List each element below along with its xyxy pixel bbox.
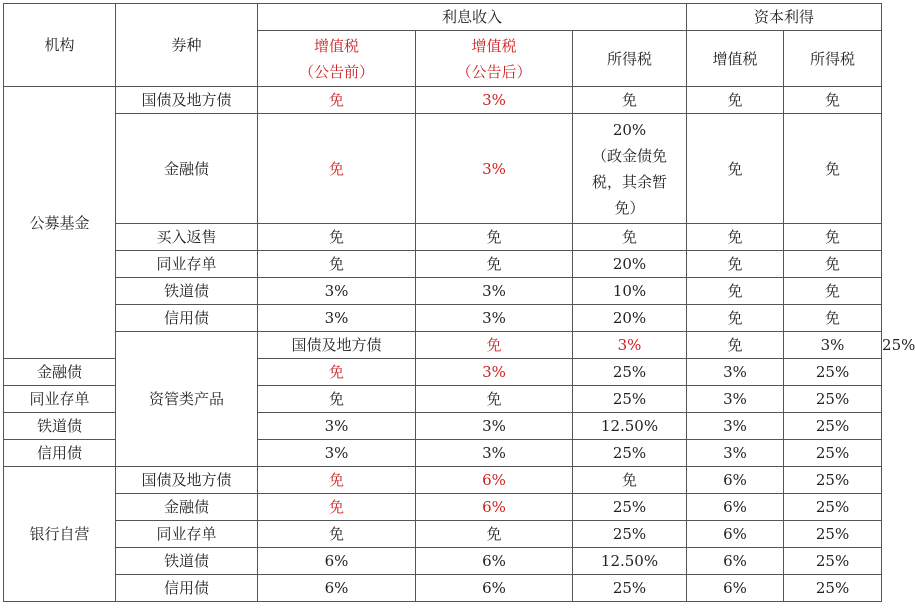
bond-type-cell: 金融债 bbox=[116, 114, 258, 224]
bond-type-cell: 同业存单 bbox=[116, 521, 258, 548]
vat-before-cell: 3% bbox=[258, 278, 416, 305]
cg-vat-cell: 3% bbox=[687, 386, 784, 413]
vat-after-cell: 3% bbox=[416, 413, 573, 440]
cg-vat-cell: 免 bbox=[687, 278, 784, 305]
vat-after-cell: 6% bbox=[416, 494, 573, 521]
cg-vat-cell: 6% bbox=[687, 548, 784, 575]
cg-income-tax-cell: 25% bbox=[784, 494, 882, 521]
cg-vat-cell: 3% bbox=[784, 332, 882, 359]
income-tax-cell: 25% bbox=[573, 521, 687, 548]
bond-type-cell: 铁道债 bbox=[4, 413, 116, 440]
cg-vat-cell: 免 bbox=[687, 251, 784, 278]
cg-income-tax-cell: 免 bbox=[784, 87, 882, 114]
institution-cell: 公募基金 bbox=[4, 87, 116, 359]
header-bond-type: 券种 bbox=[116, 4, 258, 87]
vat-after-cell: 6% bbox=[416, 575, 573, 602]
cg-income-tax-cell: 免 bbox=[784, 251, 882, 278]
header-vat-before bbox=[258, 31, 416, 87]
cg-vat-cell: 6% bbox=[687, 521, 784, 548]
bond-type-cell: 买入返售 bbox=[116, 224, 258, 251]
bond-type-cell: 同业存单 bbox=[116, 251, 258, 278]
vat-before-cell: 3% bbox=[258, 413, 416, 440]
cg-vat-cell: 6% bbox=[687, 467, 784, 494]
cg-income-tax-cell: 25% bbox=[784, 359, 882, 386]
cg-income-tax-cell: 25% bbox=[784, 440, 882, 467]
tax-table: 机构 券种 利息收入 资本利得 增值税 （公告前） 增值税 （公告后） 所得税 增值税 所得税 公募基金 国债及地方债 免 3% 免 免 免 金融债 免 3% 20% （政金债免 税，其余暂 免） 免 免 买入返售 免 免 免 免 免 同业存单 免 免 20% 免 免 铁道债 3% 3% 10% 免 免 信用债 3% 3% 20% 免 免 资管类产品 国债及地方债 免 3% 免 3% 25% 金融债 免 3% 25% 3% 25% 同业存单 免 免 25% 3% 25% 铁道债 3% 3% 12.50% 3% 25% 信用债 3% 3% 25% 3% 25% 银行自营 国债及地方债 免 6% 免 6% 25% 金融债 免 6% 25% 6% 25% 同业存单 免 免 25% 6% 25% 铁道债 6% 6% 12.50% 6% 25% 信用债 6% 6% 25% 6% 25% bbox=[3, 3, 882, 602]
income-tax-cell: 免 bbox=[573, 224, 687, 251]
vat-after-cell: 3% bbox=[416, 278, 573, 305]
income-tax-line: 免） bbox=[614, 198, 645, 217]
cg-income-tax-cell: 25% bbox=[784, 575, 882, 602]
vat-after-cell: 免 bbox=[416, 251, 573, 278]
vat-before-cell: 免 bbox=[258, 87, 416, 114]
bond-type-cell: 金融债 bbox=[116, 494, 258, 521]
vat-before-cell: 免 bbox=[258, 494, 416, 521]
header-cg-vat: 增值税 bbox=[687, 31, 784, 87]
cg-income-tax-cell: 免 bbox=[784, 224, 882, 251]
cg-income-tax-cell: 25% bbox=[784, 467, 882, 494]
vat-before-cell: 3% bbox=[258, 440, 416, 467]
cg-income-tax-cell: 25% bbox=[784, 386, 882, 413]
income-tax-cell: 12.50% bbox=[573, 413, 687, 440]
cg-vat-cell: 6% bbox=[687, 575, 784, 602]
income-tax-cell: 免 bbox=[573, 87, 687, 114]
vat-after-cell: 3% bbox=[416, 87, 573, 114]
vat-before-cell: 免 bbox=[258, 386, 416, 413]
header-vat-before-line2: （公告前） bbox=[298, 62, 374, 81]
vat-after-cell: 免 bbox=[416, 521, 573, 548]
bond-type-cell: 信用债 bbox=[116, 575, 258, 602]
vat-after-cell: 免 bbox=[416, 224, 573, 251]
cg-vat-cell: 免 bbox=[687, 114, 784, 224]
cg-vat-cell: 3% bbox=[687, 440, 784, 467]
income-tax-cell: 10% bbox=[573, 278, 687, 305]
cg-vat-cell: 免 bbox=[687, 87, 784, 114]
vat-before-cell: 免 bbox=[258, 224, 416, 251]
vat-after-cell: 6% bbox=[416, 548, 573, 575]
vat-before-cell: 免 bbox=[258, 251, 416, 278]
vat-before-cell: 免 bbox=[258, 467, 416, 494]
cg-vat-cell: 6% bbox=[687, 494, 784, 521]
cg-income-tax-cell: 免 bbox=[784, 278, 882, 305]
cg-vat-cell: 免 bbox=[687, 224, 784, 251]
vat-before-cell: 免 bbox=[258, 359, 416, 386]
income-tax-cell: 25% bbox=[573, 494, 687, 521]
vat-before-cell: 6% bbox=[258, 548, 416, 575]
cg-income-tax-cell: 免 bbox=[784, 114, 882, 224]
income-tax-cell: 20% bbox=[573, 251, 687, 278]
vat-before-cell: 6% bbox=[258, 575, 416, 602]
vat-before-cell: 免 bbox=[416, 332, 573, 359]
cg-vat-cell: 3% bbox=[687, 359, 784, 386]
vat-after-cell: 3% bbox=[573, 332, 687, 359]
cg-income-tax-cell: 25% bbox=[784, 521, 882, 548]
header-capital-gains: 资本利得 bbox=[687, 4, 882, 31]
vat-before-cell: 免 bbox=[258, 114, 416, 224]
institution-cell: 银行自营 bbox=[4, 467, 116, 602]
bond-type-cell: 金融债 bbox=[4, 359, 116, 386]
cg-income-tax-cell: 免 bbox=[784, 305, 882, 332]
cg-vat-cell: 3% bbox=[687, 413, 784, 440]
bond-type-cell: 信用债 bbox=[116, 305, 258, 332]
vat-after-cell: 6% bbox=[416, 467, 573, 494]
income-tax-cell: 25% bbox=[573, 575, 687, 602]
income-tax-cell: 25% bbox=[573, 386, 687, 413]
vat-before-cell: 免 bbox=[258, 521, 416, 548]
income-tax-cell: 25% bbox=[573, 359, 687, 386]
income-tax-cell bbox=[573, 114, 687, 224]
vat-after-cell: 免 bbox=[416, 386, 573, 413]
income-tax-cell: 25% bbox=[573, 440, 687, 467]
bond-type-cell: 国债及地方债 bbox=[258, 332, 416, 359]
vat-after-cell: 3% bbox=[416, 114, 573, 224]
header-institution: 机构 bbox=[4, 4, 116, 87]
header-cg-income-tax: 所得税 bbox=[784, 31, 882, 87]
vat-after-cell: 3% bbox=[416, 440, 573, 467]
bond-type-cell: 国债及地方债 bbox=[116, 467, 258, 494]
cg-vat-cell: 免 bbox=[687, 305, 784, 332]
institution-cell: 资管类产品 bbox=[116, 332, 258, 467]
header-interest-income: 利息收入 bbox=[258, 4, 687, 31]
header-vat-after bbox=[416, 31, 573, 87]
income-tax-cell: 免 bbox=[687, 332, 784, 359]
header-vat-after-line2: （公告后） bbox=[456, 62, 532, 81]
bond-type-cell: 信用债 bbox=[4, 440, 116, 467]
vat-after-cell: 3% bbox=[416, 305, 573, 332]
bond-type-cell: 铁道债 bbox=[116, 278, 258, 305]
income-tax-line: 税，其余暂 bbox=[592, 172, 668, 191]
income-tax-cell: 12.50% bbox=[573, 548, 687, 575]
bond-type-cell: 铁道债 bbox=[116, 548, 258, 575]
cg-income-tax-cell: 25% bbox=[784, 548, 882, 575]
bond-type-cell: 同业存单 bbox=[4, 386, 116, 413]
income-tax-line: 20% bbox=[612, 120, 647, 139]
bond-type-cell: 国债及地方债 bbox=[116, 87, 258, 114]
income-tax-line: （政金债免 bbox=[592, 146, 668, 165]
vat-before-cell: 3% bbox=[258, 305, 416, 332]
income-tax-cell: 免 bbox=[573, 467, 687, 494]
income-tax-cell: 20% bbox=[573, 305, 687, 332]
cg-income-tax-cell: 25% bbox=[784, 413, 882, 440]
header-vat-before-line1: 增值税 bbox=[313, 36, 359, 55]
header-income-tax: 所得税 bbox=[573, 31, 687, 87]
header-vat-after-line1: 增值税 bbox=[471, 36, 517, 55]
vat-after-cell: 3% bbox=[416, 359, 573, 386]
